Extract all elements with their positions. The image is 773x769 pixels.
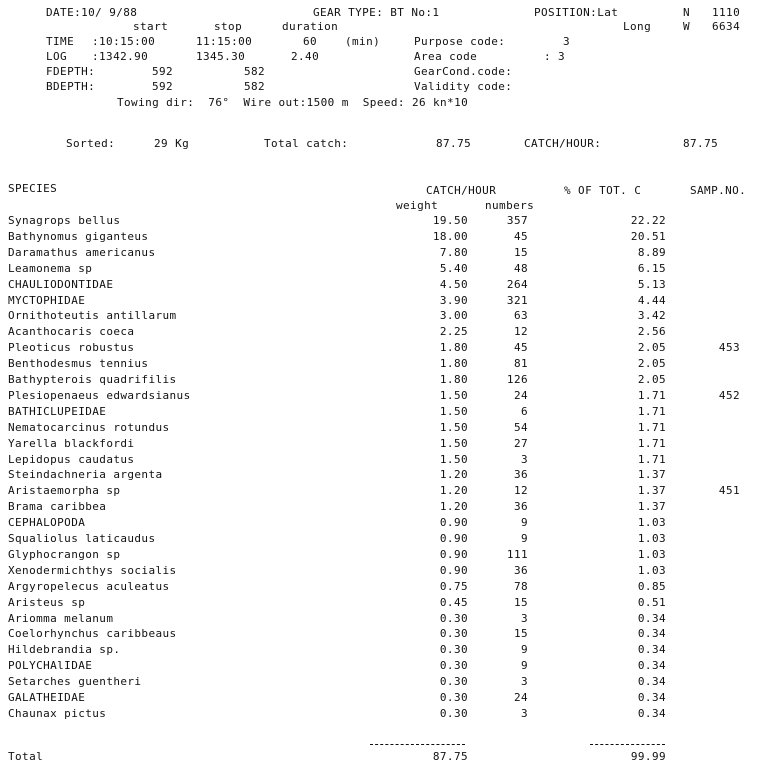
pct-value: 1.71 [637, 453, 666, 466]
total-pct: 99.99 [630, 750, 666, 763]
species-name: Pleoticus robustus [8, 341, 135, 354]
pct-value: 1.71 [637, 437, 666, 450]
weight-value: 1.50 [439, 453, 468, 466]
species-name: Bathynomus giganteus [8, 230, 149, 243]
pct-value: 0.34 [637, 627, 666, 640]
sorted-value: 29 Kg [154, 137, 190, 150]
pct-value: 0.34 [637, 691, 666, 704]
pct-value: 0.51 [637, 596, 666, 609]
pct-value: 2.05 [637, 357, 666, 370]
fdepth-label: FDEPTH: [46, 65, 96, 78]
weight-value: 1.80 [439, 357, 468, 370]
pct-value: 1.03 [637, 564, 666, 577]
numbers-value: 12 [513, 484, 528, 497]
samp-value: 453 [718, 341, 740, 354]
weight-value: 4.50 [439, 278, 468, 291]
weight-value: 1.80 [439, 341, 468, 354]
pct-value: 1.37 [637, 500, 666, 513]
weight-value: 0.30 [439, 691, 468, 704]
pct-header: % OF TOT. C [564, 184, 642, 197]
weight-header: weight [396, 199, 439, 212]
species-name: Steindachneria argenta [8, 468, 163, 481]
pct-value: 4.44 [637, 294, 666, 307]
species-name: Setarches guentheri [8, 675, 142, 688]
pct-value: 20.51 [630, 230, 666, 243]
weight-value: 0.30 [439, 627, 468, 640]
pct-value: 1.03 [637, 548, 666, 561]
species-name: Yarella blackfordi [8, 437, 135, 450]
numbers-value: 78 [513, 580, 528, 593]
numbers-value: 9 [520, 532, 528, 545]
sorted-label: Sorted: [66, 137, 116, 150]
numbers-value: 63 [513, 309, 528, 322]
species-name: Daramathus americanus [8, 246, 156, 259]
species-name: Squaliolus laticaudus [8, 532, 156, 545]
pct-value: 1.37 [637, 468, 666, 481]
gearcond-label: GearCond.code: [414, 65, 513, 78]
numbers-value: 45 [513, 341, 528, 354]
time-start: :10:15:00 [92, 35, 156, 48]
weight-value: 1.50 [439, 421, 468, 434]
area-value: : 3 [544, 50, 566, 63]
numbers-value: 36 [513, 564, 528, 577]
weight-value: 3.90 [439, 294, 468, 307]
lat-hemisphere: N [683, 6, 691, 19]
col-duration: duration [282, 20, 339, 33]
bdepth-start: 592 [152, 80, 174, 93]
numbers-value: 3 [520, 675, 528, 688]
time-stop: 11:15:00 [196, 35, 253, 48]
purpose-value: 3 [563, 35, 571, 48]
species-name: Argyropelecus aculeatus [8, 580, 170, 593]
numbers-value: 126 [506, 373, 528, 386]
weight-value: 0.30 [439, 707, 468, 720]
numbers-header: numbers [485, 199, 535, 212]
numbers-value: 24 [513, 691, 528, 704]
pct-value: 2.05 [637, 373, 666, 386]
weight-value: 1.50 [439, 437, 468, 450]
numbers-value: 36 [513, 500, 528, 513]
total-weight: 87.75 [432, 750, 468, 763]
pct-value: 1.03 [637, 532, 666, 545]
fdepth-stop: 582 [244, 65, 266, 78]
numbers-value: 24 [513, 389, 528, 402]
species-name: GALATHEIDAE [8, 691, 86, 704]
species-name: Bathypterois quadrifilis [8, 373, 177, 386]
pct-value: 0.34 [637, 675, 666, 688]
numbers-value: 54 [513, 421, 528, 434]
weight-value: 1.50 [439, 389, 468, 402]
weight-value: 0.90 [439, 516, 468, 529]
pct-total-rule [590, 744, 665, 745]
weight-value: 1.50 [439, 405, 468, 418]
purpose-label: Purpose code: [414, 35, 506, 48]
species-header: SPECIES [8, 182, 58, 195]
species-name: Coelorhynchus caribbeaus [8, 627, 177, 640]
numbers-value: 6 [520, 405, 528, 418]
pct-value: 1.03 [637, 516, 666, 529]
total-label: Total [8, 750, 44, 763]
weight-value: 19.50 [432, 214, 468, 227]
species-name: Benthodesmus tennius [8, 357, 149, 370]
pct-value: 1.37 [637, 484, 666, 497]
species-name: CHAULIODONTIDAE [8, 278, 114, 291]
log-label: LOG [46, 50, 68, 63]
total-catch-value: 87.75 [436, 137, 472, 150]
total-catch-label: Total catch: [264, 137, 349, 150]
pct-value: 8.89 [637, 246, 666, 259]
numbers-value: 111 [506, 548, 528, 561]
pct-value: 22.22 [630, 214, 666, 227]
weight-value: 0.30 [439, 612, 468, 625]
time-unit: (min) [345, 35, 381, 48]
towing-line: Towing dir: 76° Wire out:1500 m Speed: 26 kn*10 [117, 96, 469, 109]
species-name: BATHICLUPEIDAE [8, 405, 107, 418]
pct-value: 6.15 [637, 262, 666, 275]
numbers-value: 48 [513, 262, 528, 275]
weight-value: 1.20 [439, 468, 468, 481]
weight-value: 18.00 [432, 230, 468, 243]
weight-total-rule [370, 744, 465, 745]
pct-value: 0.34 [637, 707, 666, 720]
numbers-value: 27 [513, 437, 528, 450]
long-label: Long [623, 20, 652, 33]
numbers-value: 45 [513, 230, 528, 243]
species-name: Ariomma melanum [8, 612, 114, 625]
samp-value: 451 [718, 484, 740, 497]
lat-value: 1110 [712, 6, 741, 19]
numbers-value: 321 [506, 294, 528, 307]
species-name: MYCTOPHIDAE [8, 294, 86, 307]
species-name: Leamonema sp [8, 262, 93, 275]
catch-hour-label: CATCH/HOUR: [524, 137, 602, 150]
gear-type: GEAR TYPE: BT No:1 [313, 6, 440, 19]
species-name: Plesiopenaeus edwardsianus [8, 389, 191, 402]
numbers-value: 15 [513, 596, 528, 609]
numbers-value: 9 [520, 516, 528, 529]
weight-value: 3.00 [439, 309, 468, 322]
fdepth-start: 592 [152, 65, 174, 78]
pct-value: 2.56 [637, 325, 666, 338]
weight-value: 0.30 [439, 675, 468, 688]
numbers-value: 12 [513, 325, 528, 338]
numbers-value: 3 [520, 612, 528, 625]
bdepth-label: BDEPTH: [46, 80, 96, 93]
date: DATE:10/ 9/88 [46, 6, 138, 19]
species-name: Acanthocaris coeca [8, 325, 135, 338]
weight-value: 0.90 [439, 532, 468, 545]
pct-value: 5.13 [637, 278, 666, 291]
weight-value: 0.90 [439, 548, 468, 561]
numbers-value: 9 [520, 659, 528, 672]
time-label: TIME [46, 35, 75, 48]
species-name: Ornithoteutis antillarum [8, 309, 177, 322]
validity-label: Validity code: [414, 80, 513, 93]
numbers-value: 9 [520, 643, 528, 656]
pct-value: 1.71 [637, 389, 666, 402]
species-name: Aristeus sp [8, 596, 86, 609]
catch-hour-header: CATCH/HOUR [426, 184, 497, 197]
long-hemisphere: W [683, 20, 691, 33]
pct-value: 0.34 [637, 643, 666, 656]
log-duration: 2.40 [291, 50, 320, 63]
col-stop: stop [214, 20, 243, 33]
numbers-value: 36 [513, 468, 528, 481]
col-start: start [133, 20, 169, 33]
weight-value: 2.25 [439, 325, 468, 338]
log-stop: 1345.30 [196, 50, 246, 63]
long-value: 6634 [712, 20, 741, 33]
weight-value: 0.45 [439, 596, 468, 609]
catch-hour-value: 87.75 [683, 137, 719, 150]
weight-value: 0.75 [439, 580, 468, 593]
pct-value: 0.34 [637, 612, 666, 625]
weight-value: 0.30 [439, 659, 468, 672]
species-name: Nematocarcinus rotundus [8, 421, 170, 434]
time-duration: 60 [303, 35, 318, 48]
log-start: :1342.90 [92, 50, 149, 63]
numbers-value: 3 [520, 453, 528, 466]
weight-value: 7.80 [439, 246, 468, 259]
species-name: Chaunax pictus [8, 707, 107, 720]
species-name: Glyphocrangon sp [8, 548, 121, 561]
weight-value: 1.20 [439, 484, 468, 497]
numbers-value: 81 [513, 357, 528, 370]
species-name: Hildebrandia sp. [8, 643, 121, 656]
samp-value: 452 [718, 389, 740, 402]
species-name: Xenodermichthys socialis [8, 564, 177, 577]
samp-header: SAMP.NO. [690, 184, 747, 197]
numbers-value: 357 [506, 214, 528, 227]
weight-value: 5.40 [439, 262, 468, 275]
pct-value: 0.85 [637, 580, 666, 593]
numbers-value: 15 [513, 246, 528, 259]
species-name: Synagrops bellus [8, 214, 121, 227]
species-name: POLYCHAlIDAE [8, 659, 93, 672]
weight-value: 0.90 [439, 564, 468, 577]
species-name: CEPHALOPODA [8, 516, 86, 529]
weight-value: 0.30 [439, 643, 468, 656]
bdepth-stop: 582 [244, 80, 266, 93]
species-name: Aristaemorpha sp [8, 484, 121, 497]
species-name: Lepidopus caudatus [8, 453, 135, 466]
pct-value: 0.34 [637, 659, 666, 672]
numbers-value: 264 [506, 278, 528, 291]
numbers-value: 3 [520, 707, 528, 720]
area-label: Area code [414, 50, 478, 63]
pct-value: 1.71 [637, 421, 666, 434]
species-name: Brama caribbea [8, 500, 107, 513]
position-label: POSITION:Lat [534, 6, 619, 19]
pct-value: 3.42 [637, 309, 666, 322]
numbers-value: 15 [513, 627, 528, 640]
weight-value: 1.20 [439, 500, 468, 513]
pct-value: 1.71 [637, 405, 666, 418]
weight-value: 1.80 [439, 373, 468, 386]
pct-value: 2.05 [637, 341, 666, 354]
